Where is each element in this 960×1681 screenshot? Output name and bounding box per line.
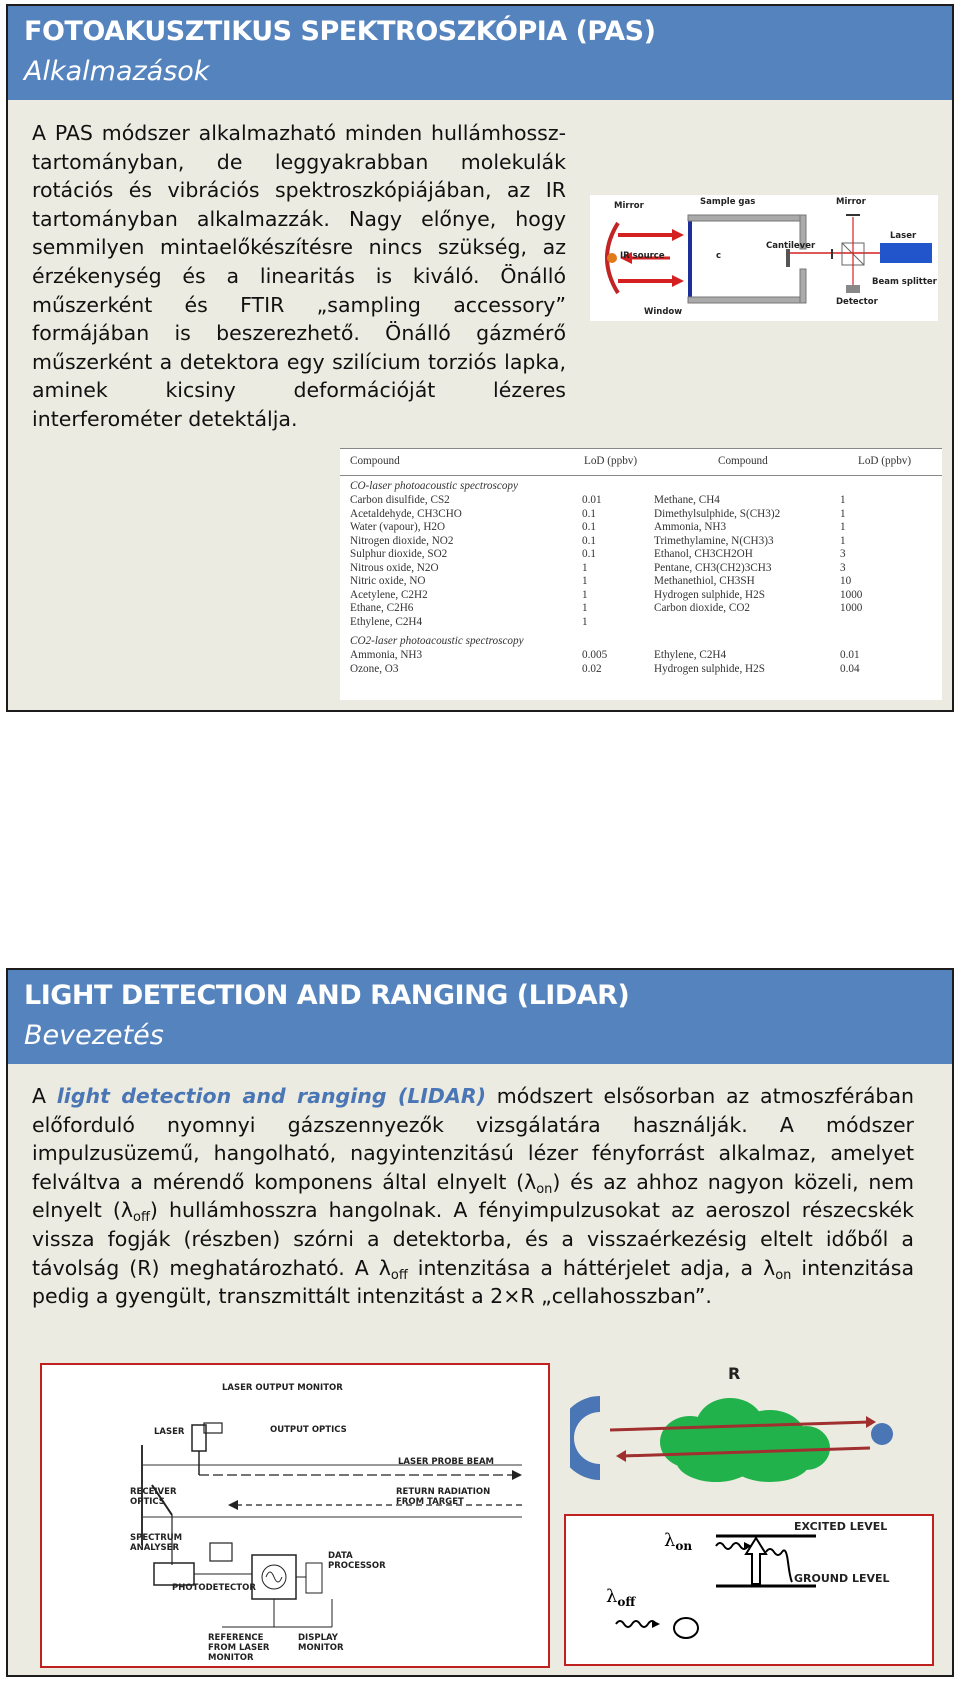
table-cell: Carbon dioxide, CO2 bbox=[654, 602, 751, 614]
table-header-lod-2: LoD (ppbv) bbox=[858, 455, 912, 467]
table-cell: 1 bbox=[582, 615, 588, 628]
label-return-radiation: RETURN RADIATION FROM TARGET bbox=[396, 1487, 491, 1507]
table-cell: Acetaldehyde, CH3CHO bbox=[350, 507, 462, 520]
table-cell: Ethane, C2H6 bbox=[350, 602, 414, 614]
table-cell: 3 bbox=[840, 561, 846, 574]
table-cell: 0.1 bbox=[582, 548, 596, 560]
table-cell: Sulphur dioxide, SO2 bbox=[350, 548, 448, 560]
label-beam-splitter: Beam splitter bbox=[872, 277, 937, 287]
table-cell: Ammonia, NH3 bbox=[350, 649, 423, 661]
table-cell: 0.01 bbox=[840, 649, 860, 661]
table-cell: 1 bbox=[582, 575, 588, 587]
table-cell: 1 bbox=[840, 534, 846, 547]
table-cell: Methanethiol, CH3SH bbox=[654, 575, 755, 587]
lambda-on: $\lambda_{on}$ bbox=[524, 1169, 553, 1197]
table-cell: Ethylene, C2H4 bbox=[350, 615, 423, 628]
table-cell: 0.1 bbox=[582, 521, 596, 533]
range-scene bbox=[570, 1360, 930, 1500]
label-output-optics: OUTPUT OPTICS bbox=[270, 1425, 347, 1435]
label-laser: Laser bbox=[890, 231, 917, 241]
table-cell: 0.04 bbox=[840, 662, 860, 675]
lambda-off-label: $\lambda_{off}$ bbox=[606, 1586, 636, 1609]
slide-header bbox=[8, 6, 952, 100]
label-mirror-left: Mirror bbox=[614, 201, 644, 211]
lambda-on: $\lambda_{on}$ bbox=[763, 1255, 792, 1283]
label-detector: Detector bbox=[836, 297, 878, 307]
table-cell: Hydrogen sulphide, H2S bbox=[654, 662, 765, 675]
table-header-lod-1: LoD (ppbv) bbox=[584, 455, 638, 467]
table-cell: Trimethylamine, N(CH3)3 bbox=[654, 534, 774, 547]
slide-title: FOTOAKUSZTIKUS SPEKTROSZKÓPIA (PAS) bbox=[24, 16, 656, 47]
label-cantilever: Cantilever bbox=[766, 241, 816, 251]
table-cell: 0.02 bbox=[582, 662, 602, 675]
label-spectrum-analyser: SPECTRUM ANALYSER bbox=[130, 1533, 183, 1553]
table-cell: 1 bbox=[582, 588, 588, 601]
label-window: Window bbox=[644, 307, 683, 317]
label-receiver-optics: RECEIVER OPTICS bbox=[130, 1487, 177, 1507]
label-laser-probe-beam: LASER PROBE BEAM bbox=[398, 1457, 494, 1467]
table-cell: Dimethylsulphide, S(CH3)2 bbox=[654, 507, 781, 520]
label-cx: c bbox=[716, 251, 722, 261]
table-cell: 0.01 bbox=[582, 494, 602, 506]
table-cell: 1 bbox=[582, 602, 588, 614]
table-cell: Nitrous oxide, N2O bbox=[350, 561, 439, 574]
lambda-off: $\lambda_{off}$ bbox=[120, 1198, 150, 1226]
pas-setup-diagram bbox=[590, 195, 938, 321]
label-display-monitor: DISPLAY MONITOR bbox=[298, 1633, 344, 1653]
lidar-term: light detection and ranging (LIDAR) bbox=[56, 1084, 486, 1108]
table-cell: 1 bbox=[840, 507, 846, 520]
table-cell: 3 bbox=[840, 548, 846, 560]
lambda-off: $\lambda_{off}$ bbox=[378, 1255, 408, 1283]
lod-table bbox=[340, 448, 942, 700]
ground-level-label: GROUND LEVEL bbox=[794, 1572, 890, 1585]
table-cell: Water (vapour), H2O bbox=[350, 521, 446, 533]
range-label: R bbox=[728, 1364, 741, 1383]
slide-subtitle: Bevezetés bbox=[24, 1020, 164, 1051]
slide-header bbox=[8, 970, 952, 1064]
label-sample-gas: Sample gas bbox=[700, 197, 756, 207]
text-part: ) és az ahhoz nagyon közeli, nem elnyelt ( bbox=[32, 1169, 914, 1223]
label-laser-output-monitor: LASER OUTPUT MONITOR bbox=[222, 1383, 343, 1393]
table-header-compound-2: Compound bbox=[718, 455, 768, 467]
lidar-paragraph bbox=[32, 1082, 914, 1311]
table-cell: 1000 bbox=[840, 588, 863, 601]
lambda-on-label: $\lambda_{on}$ bbox=[664, 1530, 693, 1553]
slide-subtitle: Alkalmazások bbox=[24, 56, 210, 87]
label-laser: LASER bbox=[154, 1427, 185, 1437]
label-mirror-right: Mirror bbox=[836, 197, 866, 207]
table-cell: Hydrogen sulphide, H2S bbox=[654, 588, 765, 601]
table-cell: 0.1 bbox=[582, 507, 596, 520]
text-part: A bbox=[32, 1084, 57, 1108]
lidar-schematic bbox=[40, 1363, 550, 1668]
slide-title: LIGHT DETECTION AND RANGING (LIDAR) bbox=[24, 980, 630, 1011]
table-cell: 10 bbox=[840, 575, 852, 587]
lidar-schematic-svg bbox=[42, 1365, 548, 1666]
table-cell: Nitrogen dioxide, NO2 bbox=[350, 534, 454, 547]
excited-level-label: EXCITED LEVEL bbox=[794, 1520, 888, 1533]
label-reference: REFERENCE FROM LASER MONITOR bbox=[208, 1633, 270, 1663]
table-section-label: CO-laser photoacoustic spectroscopy bbox=[350, 480, 518, 492]
table-cell: Acetylene, C2H2 bbox=[350, 588, 428, 601]
text-part: intenzitása pedig a gyengült, transzmittált intenzitást a 2×R „cellahosszban”. bbox=[32, 1255, 915, 1309]
table-section-label: CO2-laser photoacoustic spectroscopy bbox=[350, 635, 524, 647]
text-part: intenzitása a háttérjelet adja, a bbox=[407, 1255, 764, 1280]
pas-paragraph: A PAS módszer alkalmazható minden hullámhossz-tartományban, de leggyakrabban molekulák rotációs és vibrációs spektroszkópiájában, az IR tartományban alkalmazzák. Nagy előnye, hogy semmilyen mintaelőkészítésre nincs szükség, az érzékenység és a linearitás is kiváló. Önálló műszerként és FTIR „sampling accessory” formájában is beszerezhető. Önálló gázmérő műszerként a detektora egy szilícium torziós lapka, aminek kicsiny deformációját lézeres interferométer detektálja. bbox=[32, 121, 566, 431]
text-part: ) hullámhosszra hangolnak. A fényimpulzusokat az aeroszol részecskék vissza fogják (részben) szórni a detektorba, és a visszaérkezésig eltelt időből a távolság (R) meghatározható. A bbox=[32, 1198, 914, 1280]
energy-level-diagram bbox=[564, 1514, 934, 1666]
table-cell: Carbon disulfide, CS2 bbox=[350, 494, 450, 506]
text-part: módszert elsősorban az atmoszférában előforduló nyomnyi gázszennyezők vizsgálatára használják. A módszer impulzusüzemű, hangolható, nagyintenzitású lézer fényforrást alkalmaz, amelyet felváltva a mérendő komponens által elnyelt ( bbox=[32, 1084, 915, 1194]
label-data-processor: DATA PROCESSOR bbox=[328, 1551, 386, 1571]
range-scene-svg bbox=[570, 1360, 930, 1500]
table-cell: Ethanol, CH3CH2OH bbox=[654, 548, 753, 560]
table-cell: Nitric oxide, NO bbox=[350, 575, 426, 587]
table-cell: Methane, CH4 bbox=[654, 494, 720, 506]
table-cell: 1 bbox=[840, 494, 846, 506]
table-cell: Ozone, O3 bbox=[350, 662, 399, 675]
label-photodetector: PHOTODETECTOR bbox=[172, 1583, 256, 1593]
table-cell: Ethylene, C2H4 bbox=[654, 649, 727, 661]
table-cell: 0.005 bbox=[582, 649, 608, 661]
label-ir-source: IR source bbox=[620, 251, 665, 261]
table-header-row bbox=[340, 448, 942, 476]
table-header-compound-1: Compound bbox=[350, 455, 400, 467]
table-cell: 1000 bbox=[840, 602, 863, 614]
table-cell: 0.1 bbox=[582, 534, 596, 547]
table-cell: Pentane, CH3(CH2)3CH3 bbox=[654, 561, 772, 574]
table-cell: 1 bbox=[840, 521, 846, 533]
table-cell: Ammonia, NH3 bbox=[654, 521, 727, 533]
table-cell: 1 bbox=[582, 561, 588, 574]
